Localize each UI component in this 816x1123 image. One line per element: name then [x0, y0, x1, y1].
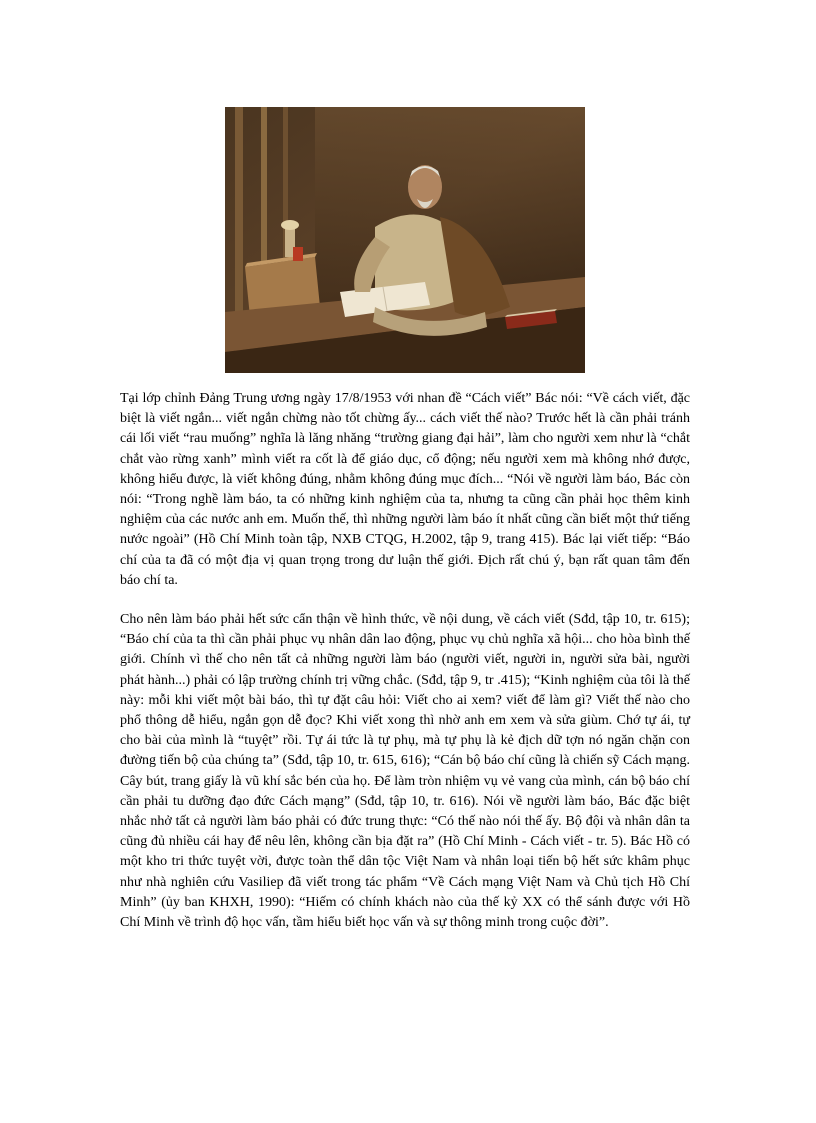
article-body — [120, 389, 690, 933]
photo-writer-at-desk — [225, 107, 585, 373]
photo-illustration — [225, 107, 585, 373]
paragraph: Cho nên làm báo phải hết sức cẩn thận về hình thức, về nội dung, về cách viết (Sđd, tập 10, tr. 615); “Báo chí của ta thì cần phải phục vụ nhân dân lao động, phục vụ chủ nghĩa xã hội... cho hòa bình thế giới. Chính vì thế cho nên tất cả những người làm báo (người viết, người in, người sửa bài, người phát hành...) phải có lập trường chính trị vững chắc. (Sđd, tập 9, tr .415); “Kinh nghiệm của tôi là thế này: mỗi khi viết một bài báo, thì tự đặt câu hỏi: Viết cho ai xem? viết để làm gì? Viết thế nào cho phổ thông dễ hiểu, ngắn gọn dễ đọc? Khi viết xong thì nhờ anh em xem và sửa giùm. Chớ tự ái, tự cho bài của mình là “tuyệt” rồi. Tự ái tức là tự phụ, mà tự phụ là kẻ địch dữ tợn nó ngăn chặn con đường tiến bộ của chúng ta” (Sđd, tập 10, tr. 615, 616); “Cán bộ báo chí cũng là chiến sỹ Cách mạng. Cây bút, trang giấy là vũ khí sắc bén của họ. Để làm tròn nhiệm vụ vẻ vang của mình, cán bộ báo chí cần phải tu dưỡng đạo đức Cách mạng” (Sđd, tập 10, tr. 616). Nói về người làm báo, Bác đặc biệt nhắc nhở tất cả người làm báo phải có đức trung thực: “Có thế nào nói thế ấy. Bộ đội và nhân dân ta cũng đủ nhiều cái hay để nêu lên, không cần bịa đặt ra” (Hồ Chí Minh - Cách viết - tr. 5). Bác Hồ có một kho tri thức tuyệt vời, được toàn thể dân tộc Việt Nam và nhân loại tiến bộ hết sức khâm phục như nhà nghiên cứu Vasiliep đã viết trong tác phẩm “Về Cách mạng Việt Nam và Chủ tịch Hồ Chí Minh” (ủy ban KHXH, 1990): “Hiếm có chính khách nào của thế kỷ XX có thể sánh được với Hồ Chí Minh về trình độ học vấn, tầm hiểu biết học vấn và sự thông minh trong cuộc đời”. — [120, 612, 690, 931]
paragraph: Tại lớp chỉnh Đảng Trung ương ngày 17/8/1953 với nhan đề “Cách viết” Bác nói: “Về cách viết, đặc biệt là viết ngắn... viết ngắn chừng nào tốt chừng ấy... cách viết thế nào? Trước hết là cần phải tránh cái lối viết “rau muống” nghĩa là lăng nhăng “trường giang đại hải”, làm cho người xem như là “chắt chắt vào rừng xanh” mình viết ra cốt là để giáo dục, cổ động; nếu người xem mà không nhớ được, không hiểu được, là viết không đúng, nhằm không đúng mục đích... “Nói về người làm báo, Bác còn nói: “Trong nghề làm báo, ta có những kinh nghiệm của ta, nhưng ta cũng cần phải học thêm kinh nghiệm của các nước anh em. Muốn thế, thì những người làm báo ít nhất cũng cần biết một thứ tiếng nước ngoài” (Hồ Chí Minh toàn tập, NXB CTQG, H.2002, tập 9, trang 415). Bác lại viết tiếp: “Báo chí của ta đã có một địa vị quan trọng trong dư luận thế giới. Địch rất chú ý, bạn rất quan tâm đến báo chí ta. — [120, 391, 690, 588]
